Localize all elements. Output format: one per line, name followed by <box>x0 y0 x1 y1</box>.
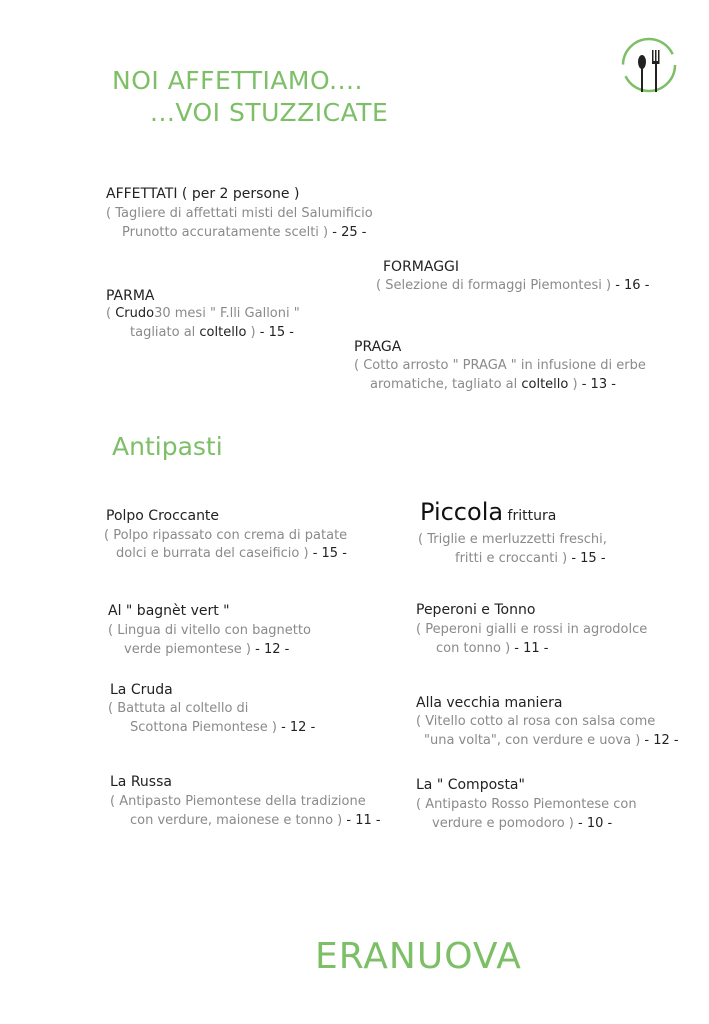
praga-desc-line1: ( Cotto arrosto " PRAGA " in infusione di erbe <box>354 358 646 373</box>
vecchia-desc-line1: ( Vitello cotto al rosa con salsa come <box>416 714 656 729</box>
vecchia-name: Alla vecchia maniera <box>416 695 563 711</box>
vecchia-price: - 12 - <box>640 733 679 748</box>
parma-price: - 15 - <box>255 325 294 340</box>
frittura-desc-line2: fritti e croccanti ) - 15 - <box>455 551 606 566</box>
peperoni-name: Peperoni e Tonno <box>416 602 536 618</box>
formaggi-price: - 16 - <box>611 278 650 293</box>
vecchia-desc-line2: "una volta", con verdure e uova ) - 12 - <box>424 733 679 748</box>
polpo-name: Polpo Croccante <box>106 508 220 524</box>
bagnet-desc-line1: ( Lingua di vitello con bagnetto <box>108 623 311 638</box>
affettati-desc-line1: ( Tagliere di affettati misti del Salumificio <box>106 206 373 221</box>
bagnet-name: Al " bagnèt vert " <box>108 603 230 619</box>
polpo-desc-line2: dolci e burrata del caseificio ) - 15 - <box>116 546 347 561</box>
russa-price: - 11 - <box>342 813 381 828</box>
frittura-price: - 15 - <box>567 551 606 566</box>
polpo-desc-line1: ( Polpo ripassato con crema di patate <box>104 528 348 543</box>
russa-desc-line2: con verdure, maionese e tonno ) - 11 - <box>130 813 381 828</box>
bagnet-price: - 12 - <box>250 642 290 657</box>
composta-desc-line2: verdure e pomodoro ) - 10 - <box>432 816 613 831</box>
affettati-price: - 25 - <box>328 225 367 240</box>
cruda-price: - 12 - <box>276 720 316 735</box>
parma-desc-line1: ( Crudo30 mesi " F.lli Galloni " <box>106 306 300 321</box>
praga-desc-line2: aromatiche, tagliato al coltello ) - 13 - <box>370 377 616 392</box>
header-title-line2: ...VOI STUZZICATE <box>150 98 389 127</box>
peperoni-price: - 11 - <box>510 641 549 656</box>
polpo-price: - 15 - <box>308 546 347 561</box>
fork-spoon-logo-icon <box>620 36 678 96</box>
cruda-desc-line1: ( Battuta al coltello di <box>108 701 249 716</box>
composta-name: La " Composta" <box>416 777 525 793</box>
frittura-name: Piccola frittura <box>420 498 557 526</box>
header-title-line1: NOI AFFETTIAMO.... <box>112 66 363 95</box>
composta-price: - 10 - <box>573 816 613 831</box>
frittura-desc-line1: ( Triglie e merluzzetti freschi, <box>418 532 607 547</box>
formaggi-desc-line1: ( Selezione di formaggi Piemontesi ) - 16 - <box>376 278 650 293</box>
composta-desc-line1: ( Antipasto Rosso Piemontese con <box>416 797 637 812</box>
peperoni-desc-line2: con tonno ) - 11 - <box>436 641 549 656</box>
praga-name: PRAGA <box>354 339 402 355</box>
affettati-name: AFFETTATI ( per 2 persone ) <box>106 186 300 202</box>
parma-desc-line2: tagliato al coltello ) - 15 - <box>130 325 294 340</box>
antipasti-title: Antipasti <box>112 432 223 461</box>
cruda-desc-line2: Scottona Piemontese ) - 12 - <box>130 720 316 735</box>
parma-name: PARMA <box>106 288 155 304</box>
affettati-desc-line2: Prunotto accuratamente scelti ) - 25 - <box>122 225 367 240</box>
russa-name: La Russa <box>110 774 172 790</box>
peperoni-desc-line1: ( Peperoni gialli e rossi in agrodolce <box>416 622 648 637</box>
formaggi-name: FORMAGGI <box>383 259 460 275</box>
bagnet-desc-line2: verde piemontese ) - 12 - <box>124 642 290 657</box>
praga-price: - 13 - <box>577 377 616 392</box>
cruda-name: La Cruda <box>110 682 173 698</box>
brand-footer: ERANUOVA <box>315 936 522 977</box>
russa-desc-line1: ( Antipasto Piemontese della tradizione <box>110 794 366 809</box>
